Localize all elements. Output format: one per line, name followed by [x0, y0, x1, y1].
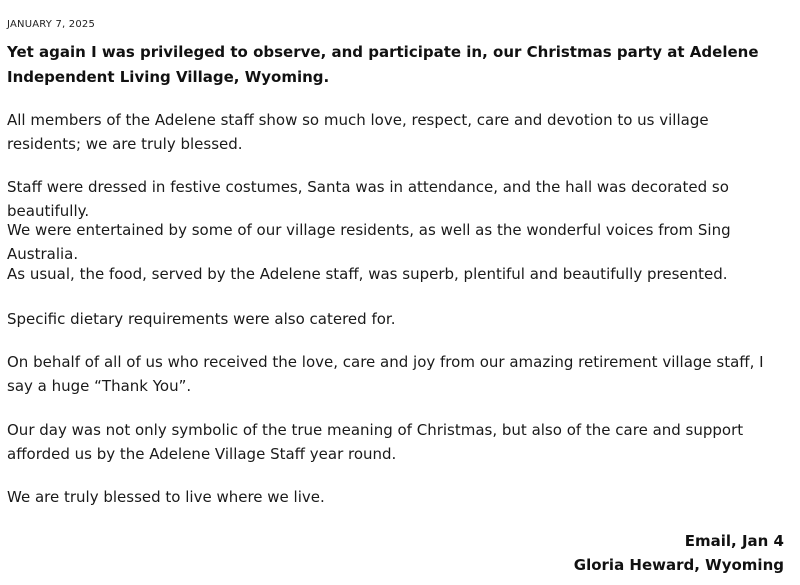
paragraph: Staff were dressed in festive costumes, Santa was in attendance, and the hall was decorated so beautifully.	[7, 178, 729, 220]
article-date: JANUARY 7, 2025	[7, 19, 96, 30]
signature-author: Gloria Heward, Wyoming	[573, 556, 784, 574]
signature-source: Email, Jan 4	[684, 532, 784, 550]
paragraph: We were entertained by some of our village residents, as well as the wonderful voices from Sing Australia.	[7, 221, 731, 263]
paragraph: As usual, the food, served by the Adelene staff, was superb, plentiful and beautifully presented.	[7, 265, 728, 283]
paragraph: Our day was not only symbolic of the true meaning of Christmas, but also of the care and support afforded us by the Adelene Village Staff year round.	[7, 421, 744, 463]
paragraph: Specific dietary requirements were also catered for.	[7, 310, 396, 328]
signature-block	[574, 529, 784, 577]
paragraph: We are truly blessed to live where we live.	[7, 488, 325, 506]
article-headline: Yet again I was privileged to observe, and participate in, our Christmas party at Adelene Independent Living Village, Wyoming.	[7, 43, 759, 86]
paragraph: On behalf of all of us who received the love, care and joy from our amazing retirement village staff, I say a huge “Thank You”.	[7, 353, 764, 395]
paragraph: All members of the Adelene staff show so much love, respect, care and devotion to us village residents; we are truly blessed.	[7, 111, 709, 153]
